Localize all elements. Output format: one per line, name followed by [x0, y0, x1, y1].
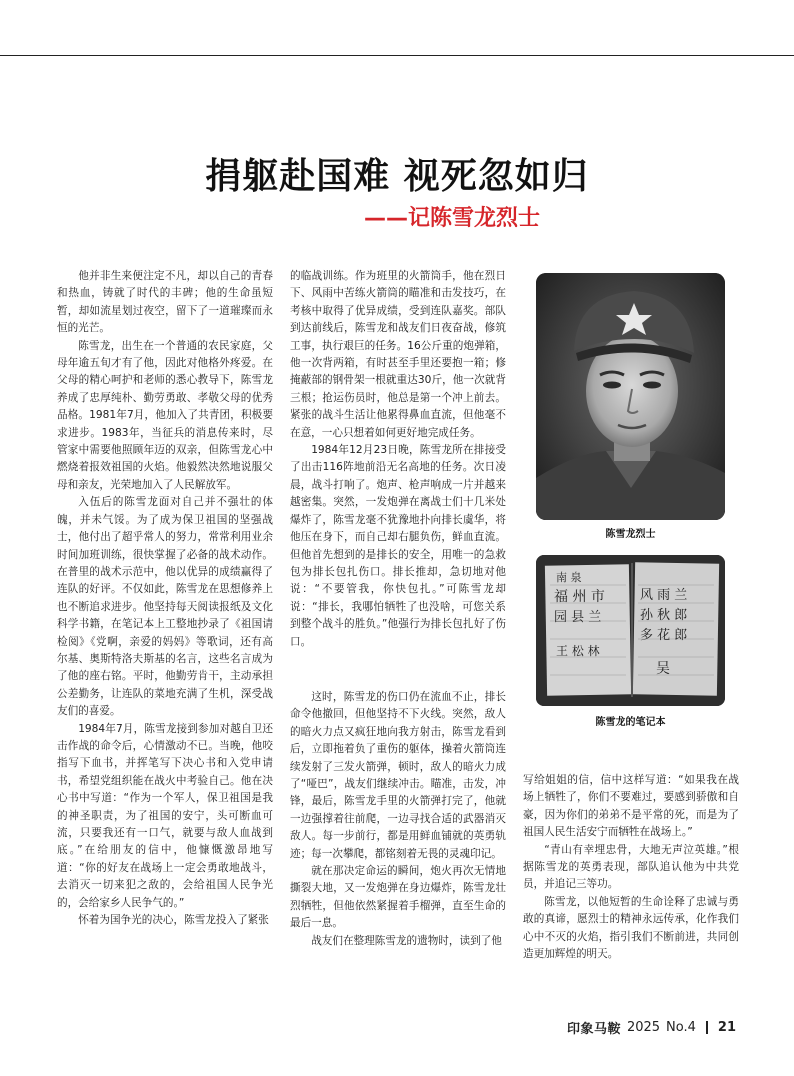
paragraph: 入伍后的陈雪龙面对自己并不强壮的体魄，并未气馁。为了成为保卫祖国的坚强战士，他付出了超乎常人的努力，常常利用业余时间加班训练，很快掌握了必备的战术动作。在普里的战术示范中，他以优异的成绩赢得了连队的好评。不仅如此，陈雪龙在思想修养上也不断追求进步。他坚持每天阅读报纸及文化科学书籍，在笔记本上工整地抄录了《祖国请检阅》《党啊，亲爱的妈妈》等歌词，还有高尔基、奥斯特洛夫斯基的名言，这些名言成为了他的座右铭。平时，他勤劳肯干，主动承担公差勤务，让连队的菜地充满了生机，深受战友们的喜爱。 [57, 496, 273, 718]
handwriting-line: 孙 秋 郎 [640, 608, 688, 623]
paragraph: “青山有幸埋忠骨，大地无声泣英雄。”根据陈雪龙的英勇表现，部队追认他为中共党员，并追记三等功。 [523, 843, 739, 891]
paragraph: 陈雪龙，出生在一个普通的农民家庭，父母年逾五旬才有了他，因此对他格外疼爱。在父母的精心呵护和老师的悉心教导下，陈雪龙养成了忠厚纯朴、勤劳勇敢、孝敬父母的优秀品格。1981年7月，他加入了共青团，积极要求进步。1983年，当征兵的消息传来时，尽管家中需要他照顾年迈的双亲，但陈雪龙心中燃烧着报效祖国的火焰。他毅然决然地说服父母和亲友，光荣地加入了人民解放军。 [57, 339, 273, 491]
paragraph: 他并非生来便注定不凡，却以自己的青春和热血，铸就了时代的丰碑；他的生命虽短暂，却如流星划过夜空，留下了一道璀璨而永恒的光芒。 [57, 270, 273, 335]
issue-number: No.4 [666, 1020, 696, 1035]
handwriting-line: 福 州 市 [554, 589, 605, 605]
paragraph: 战友们在整理陈雪龙的遗物时，读到了他 [311, 934, 502, 947]
paragraph: 1984年7月，陈雪龙接到参加对越自卫还击作战的命令后，心情激动不已。当晚，他咬指写下血书，并挥笔写下决心书和入党申请书，希望党组织能在战火中考验自己。他在决心书中写道：“作为一个军人，保卫祖国是我的神圣职责，为了祖国的安宁，头可断血可流，只要我还有一口气，就要与敌人血战到底。”在给朋友的信中，他慷慨激昂地写道：“你的好友在战场上一定会勇敢地战斗，去消灭一切来犯之敌的，会给祖国人民争光的，会给家乡人民争气的。” [57, 722, 273, 909]
paragraph: 1984年12月23日晚，陈雪龙所在排接受了出击116阵地前沿无名高地的任务。次日凌晨，战斗打响了。炮声、枪声响成一片并越来越密集。突然，一发炮弹在离战士们十几米处爆炸了，陈雪龙毫不犹豫地扑向排长虞华，将他压在身下，而自己却右腿负伤，鲜血直流。但他首先想到的是排长的安全，用唯一的急救包为排长包扎伤口。排长推却，急切地对他说：“不要管我，你快包扎。”可陈雪龙却说：“排长，我哪怕牺牲了也没啥，可您关系到整个战斗的胜负。”他强行为排长包扎好了伤口。 [290, 444, 506, 648]
magazine-name: 印象马鞍 [566, 1022, 621, 1037]
handwriting-line: 园 县 兰 [554, 610, 602, 625]
paragraph: 陈雪龙，以他短暂的生命诠释了忠诚与勇敢的真谛，愿烈士的精神永远传承，化作我们心中不灭的火焰，指引我们不断前进，共同创造更加辉煌的明天。 [523, 895, 739, 961]
handwriting-line: 南 泉 [556, 571, 582, 584]
text-column-3 [523, 772, 739, 963]
text-column-2-bottom [290, 689, 506, 950]
notebook-caption: 陈雪龙的笔记本 [595, 717, 666, 728]
page-number: 21 [717, 1020, 736, 1035]
handwriting-line: 多 花 郎 [640, 628, 688, 643]
footer-divider [706, 1021, 708, 1034]
text-column-2-top [290, 268, 506, 651]
paragraph: 就在那决定命运的瞬间，炮火再次无情地撕裂大地，又一发炮弹在身边爆炸，陈雪龙壮烈牺牲，但他依然紧握着手榴弹，直至生命的最后一息。 [290, 865, 506, 930]
article-title: 捐躯赴国难 视死忽如归 [205, 156, 589, 197]
portrait-caption: 陈雪龙烈士 [605, 529, 656, 540]
handwriting-line: 风 雨 兰 [640, 588, 688, 603]
notebook-photo [536, 555, 725, 706]
paragraph: 的临战训练。作为班里的火箭筒手，他在烈日下、风雨中苦练火箭筒的瞄准和击发技巧，在考核中取得了优异成绩，受到连队嘉奖。部队到达前线后，陈雪龙和战友们日夜奋战，修筑工事，执行艰巨的任务。16公斤重的炮弹箱，他一次背两箱，有时甚至手里还要抱一箱；修掩蔽部的钢骨架一根就重达30斤，他一次就背三根；抢运伤员时，他总是第一个冲上前去。紧张的战斗生活让他累得鼻血直流，但他毫不在意，一心只想着如何更好地完成任务。 [290, 270, 506, 439]
text-column-1 [57, 268, 273, 929]
notebook-illustration [536, 555, 725, 706]
article-subtitle: ——记陈雪龙烈士 [363, 206, 540, 231]
issue-year: 2025 [626, 1020, 661, 1035]
paragraph: 这时，陈雪龙的伤口仍在流血不止，排长命令他撤回，但他坚持不下火线。突然，敌人的暗火力点又疯狂地向我方射击，陈雪龙看到后，立即拖着负了重伤的躯体，操着火箭筒连续发射了三发火箭弹，顿时，敌人的暗火力成了“哑巴”，战友们继续冲击。瞄准，击发，冲锋，最后，陈雪龙手里的火箭弹打完了，他就一边强撑着往前爬，一边寻找合适的武器消灭敌人。每一步前行，都是用鲜血铺就的英勇轨迹；每一次攀爬，都铭刻着无畏的灵魂印记。 [290, 691, 506, 860]
portrait-photo [536, 273, 725, 520]
handwriting-line: 吴 [656, 661, 670, 677]
header-rule [0, 55, 794, 56]
page-footer [567, 1018, 736, 1037]
paragraph: 怀着为国争光的决心，陈雪龙投入了紧张 [78, 914, 269, 927]
portrait-illustration [536, 273, 725, 520]
handwriting-line: 王 松 林 [556, 644, 600, 658]
paragraph: 写给姐姐的信，信中这样写道：“如果我在战场上牺牲了，你们不要难过，要感到骄傲和自豪，因为你们的弟弟不是平常的死，而是为了祖国人民生活安宁而牺牲在战场上。” [523, 774, 739, 839]
